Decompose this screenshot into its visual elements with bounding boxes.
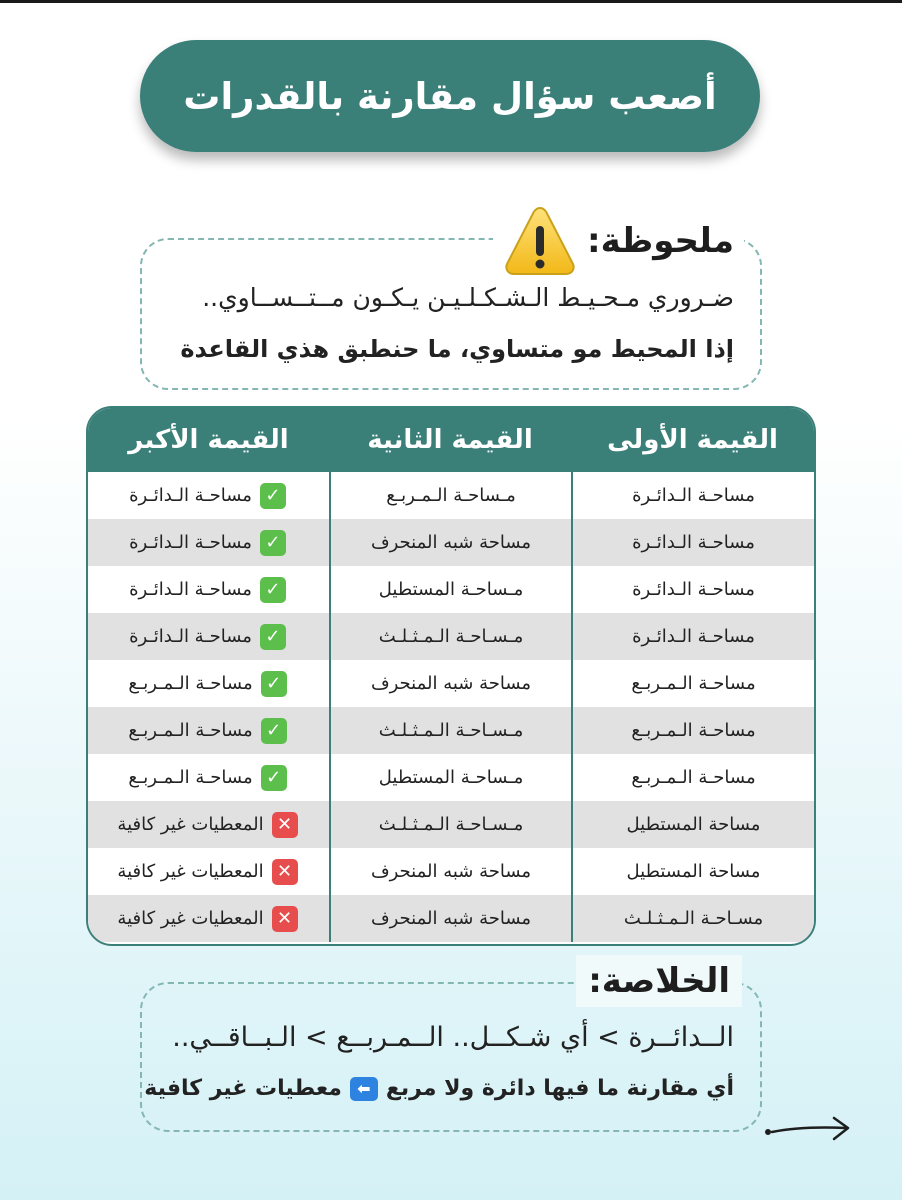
cell-second-value: مـساحـة الـمـربـع: [329, 472, 571, 519]
cell-first-value: مسـاحـة الـمـثـلـث: [571, 895, 814, 942]
table-row: [88, 707, 814, 754]
cell-first-value: مساحـة الـدائـرة: [571, 472, 814, 519]
result-text: مساحـة الـدائـرة: [129, 485, 252, 506]
table-row: [88, 660, 814, 707]
cell-second-value: مساحة شبه المنحرف: [329, 848, 571, 895]
cell-larger-value: [88, 660, 329, 707]
cell-first-value: مساحة المستطيل: [571, 801, 814, 848]
cell-larger-value: [88, 566, 329, 613]
cell-larger-value: [88, 801, 329, 848]
result-text: مساحـة الـدائـرة: [129, 579, 252, 600]
check-icon: ✓: [261, 718, 287, 744]
result-text: مساحـة الـدائـرة: [129, 626, 252, 647]
page-title: أصعب سؤال مقارنة بالقدرات: [183, 74, 717, 118]
result-group: [129, 624, 286, 650]
table-row: [88, 566, 814, 613]
cell-first-value: مساحـة الـمـربـع: [571, 707, 814, 754]
cell-larger-value: [88, 519, 329, 566]
cell-second-value: مساحة شبه المنحرف: [329, 660, 571, 707]
result-group: [129, 530, 286, 556]
cell-second-value: مساحة شبه المنحرف: [329, 519, 571, 566]
result-group: [128, 765, 286, 791]
check-icon: ✓: [260, 483, 286, 509]
result-text: المعطيات غير كافية: [117, 908, 264, 929]
summary-line-2-end: معطيات غير كافية: [144, 1076, 342, 1101]
table-row: [88, 472, 814, 519]
result-group: [128, 671, 286, 697]
check-icon: ✓: [261, 765, 287, 791]
cross-icon: ✕: [272, 812, 298, 838]
header-second-value: القيمة الثانية: [367, 425, 533, 455]
note-line-1: ضـروري مـحـيـط الـشـكـلـيـن يـكـون مــتــســاوي..: [202, 283, 734, 312]
summary-heading: الخلاصة:: [576, 955, 742, 1007]
cell-second-value: مـساحـة المستطيل: [329, 754, 571, 801]
next-arrow-icon[interactable]: [762, 1112, 854, 1144]
result-group: [128, 718, 286, 744]
cell-second-value: مساحة شبه المنحرف: [329, 895, 571, 942]
cell-larger-value: [88, 472, 329, 519]
note-heading-label: ملحوظة:: [587, 221, 734, 261]
cross-icon: ✕: [272, 859, 298, 885]
cell-second-value: مـسـاحـة الـمـثـلـث: [329, 707, 571, 754]
cell-larger-value: [88, 848, 329, 895]
cell-second-value: مـساحـة المستطيل: [329, 566, 571, 613]
warning-icon: [503, 204, 577, 278]
cell-first-value: مساحـة الـدائـرة: [571, 566, 814, 613]
header-larger-value: القيمة الأكبر: [128, 425, 289, 455]
check-icon: ✓: [260, 624, 286, 650]
note-heading: [493, 210, 744, 272]
table-row: [88, 613, 814, 660]
cell-larger-value: [88, 613, 329, 660]
result-text: المعطيات غير كافية: [117, 861, 264, 882]
cell-larger-value: [88, 895, 329, 942]
cell-first-value: مساحـة الـدائـرة: [571, 613, 814, 660]
table-row: [88, 519, 814, 566]
left-arrow-icon: ⬅: [350, 1077, 378, 1101]
table-header: [88, 408, 814, 472]
table-row: [88, 754, 814, 801]
cell-second-value: مـسـاحـة الـمـثـلـث: [329, 613, 571, 660]
table-row: [88, 848, 814, 895]
cell-first-value: مساحة المستطيل: [571, 848, 814, 895]
summary-line-2-start: أي مقارنة ما فيها دائرة ولا مربع: [385, 1076, 734, 1101]
cross-icon: ✕: [272, 906, 298, 932]
check-icon: ✓: [260, 530, 286, 556]
table-row: [88, 801, 814, 848]
check-icon: ✓: [261, 671, 287, 697]
result-group: [117, 859, 297, 885]
cell-second-value: مـسـاحـة الـمـثـلـث: [329, 801, 571, 848]
table-row: [88, 895, 814, 942]
summary-line-2: [144, 1076, 734, 1101]
result-text: مساحـة الـمـربـع: [128, 673, 253, 694]
result-group: [129, 577, 286, 603]
result-text: مساحـة الـدائـرة: [129, 532, 252, 553]
result-text: مساحـة الـمـربـع: [128, 767, 253, 788]
top-border-line: [0, 0, 902, 3]
result-group: [117, 812, 297, 838]
cell-first-value: مساحـة الـدائـرة: [571, 519, 814, 566]
cell-first-value: مساحـة الـمـربـع: [571, 660, 814, 707]
result-group: [129, 483, 286, 509]
cell-larger-value: [88, 754, 329, 801]
result-text: المعطيات غير كافية: [117, 814, 264, 835]
header-first-value: القيمة الأولى: [607, 425, 778, 455]
summary-line-1: الــدائــرة > أي شـكــل.. الــمـربــع > الـبــاقــي..: [172, 1022, 734, 1053]
title-banner: [140, 40, 760, 152]
note-line-2: إذا المحيط مو متساوي، ما حنطبق هذي القاعدة: [180, 335, 734, 363]
result-group: [117, 906, 297, 932]
table-body: [88, 472, 814, 942]
check-icon: ✓: [260, 577, 286, 603]
comparison-table: [86, 406, 816, 946]
result-text: مساحـة الـمـربـع: [128, 720, 253, 741]
cell-first-value: مساحـة الـمـربـع: [571, 754, 814, 801]
cell-larger-value: [88, 707, 329, 754]
